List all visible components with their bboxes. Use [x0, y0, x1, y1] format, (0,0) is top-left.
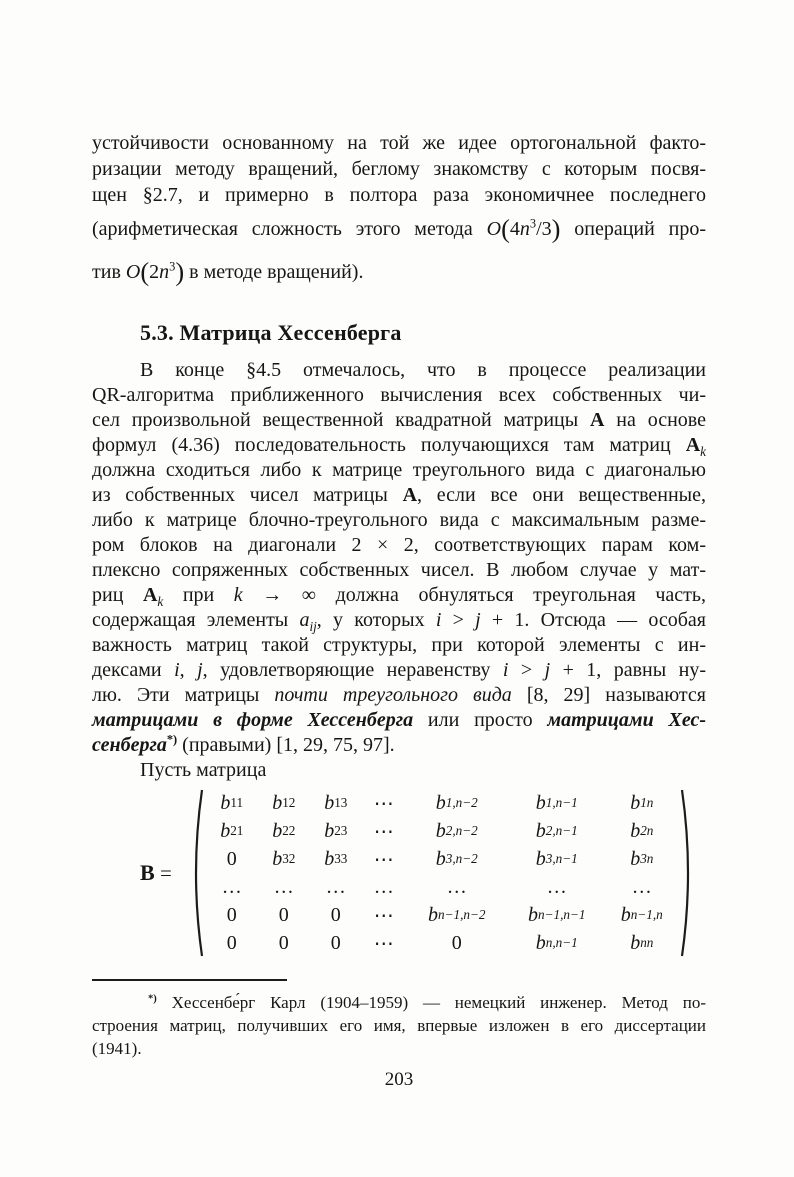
matrix-cell: b 21 [220, 819, 244, 842]
text-segment: k [157, 594, 164, 609]
text-segment: A [402, 484, 418, 506]
matrix-cell: b 22 [272, 819, 296, 842]
matrix-cell: b n,n−1 [535, 931, 578, 954]
matrix-cell: … [546, 875, 567, 898]
matrix-cell: b 3,n−2 [435, 847, 478, 870]
matrix-cell: 0 [278, 903, 289, 926]
text-segment: почти треугольного вида [274, 684, 512, 706]
text-line [92, 208, 706, 251]
matrix-symbol: B [140, 860, 155, 885]
text-line [92, 683, 706, 708]
text-segment: > [508, 659, 545, 681]
matrix-cell: b 12 [272, 791, 296, 814]
text-segment: сел произвольной вещественной квадратной матрицы [92, 409, 591, 431]
text-segment: ризации методу вращений, беглому знакомству с которым посвя- [92, 158, 706, 180]
text-line [92, 458, 706, 483]
text-segment: щен §2.7, и примерно в полтора раза экономичнее последнего [92, 184, 706, 206]
text-segment: O [486, 218, 502, 240]
text-line [92, 533, 706, 558]
matrix-cell: b 1n [630, 791, 654, 814]
matrix-cell: ⋯ [373, 848, 394, 871]
text-segment: сенберга [92, 734, 167, 756]
matrix-lhs [140, 860, 172, 886]
text-segment: → ∞ должна обнуляться треугольная часть, [242, 584, 707, 606]
text-segment: *) [148, 993, 157, 1005]
text-segment: в методе вращений). [184, 261, 364, 283]
text-segment: 3 [529, 216, 537, 231]
matrix-cell: 0 [278, 931, 289, 954]
text-segment: , у которых [316, 609, 436, 631]
text-segment: лю. Эти матрицы [92, 684, 275, 706]
text-segment: (арифметическая сложность этого метода [92, 218, 487, 240]
text-segment: A [685, 434, 701, 456]
paragraph-main [92, 358, 706, 783]
text-segment: j [544, 659, 551, 681]
text-line [92, 483, 706, 508]
text-segment: операций про- [560, 218, 706, 240]
text-line [92, 1037, 706, 1060]
text-segment: строения матриц, получивших его имя, впервые изложен в его диссертации [92, 1016, 706, 1035]
matrix-cell: … [373, 875, 394, 898]
section-heading: 5.3. Матрица Хессенберга [140, 320, 402, 345]
text-segment: ) [551, 213, 561, 244]
text-segment: /3 [536, 218, 552, 240]
text-line [92, 358, 706, 383]
text-segment: a [299, 609, 310, 631]
matrix-cell: b 2,n−1 [535, 819, 578, 842]
matrix-cell: b 2n [630, 819, 654, 842]
text-segment: 4 [509, 218, 520, 240]
text-segment: j [475, 609, 481, 631]
text-segment: матрицами в форме Хессенберга [92, 709, 414, 731]
text-segment: *) [166, 732, 178, 747]
text-line [92, 608, 706, 633]
text-segment: В конце §4.5 отмечалось, что в процессе реализации [140, 359, 706, 381]
text-segment: тив [92, 261, 126, 283]
text-segment: , удовлетворяющие неравенству [202, 659, 503, 681]
text-segment: на основе [604, 409, 706, 431]
text-line [92, 251, 706, 294]
text-segment: ) [175, 256, 185, 287]
matrix-cell: ⋯ [373, 792, 394, 815]
equals-sign: = [159, 861, 172, 885]
text-segment: Пусть матрица [140, 759, 267, 781]
text-line [92, 558, 706, 583]
matrix-cell: … [221, 875, 242, 898]
matrix-cell: b n−1,n−1 [528, 903, 586, 926]
text-segment: n [159, 261, 170, 283]
text-segment: или просто [413, 709, 548, 731]
matrix-grid [206, 789, 678, 957]
matrix-cell: b 13 [324, 791, 348, 814]
matrix-cell: … [446, 875, 467, 898]
text-segment: i [435, 609, 442, 631]
text-line [92, 408, 706, 433]
close-paren [680, 787, 696, 959]
text-segment: устойчивости основанному на той же идее ортогональной факто- [92, 132, 706, 154]
text-line [92, 1014, 706, 1037]
text-segment: A [590, 409, 605, 431]
text-segment: i [502, 659, 509, 681]
text-segment: важность матриц такой структуры, при которой элементы с ин- [92, 634, 706, 656]
text-segment: k [700, 444, 706, 459]
text-line [92, 182, 706, 208]
matrix-cell: 0 [330, 931, 341, 954]
text-segment: дексами [92, 659, 175, 681]
text-line [92, 758, 706, 783]
matrix-cell: b 11 [220, 791, 244, 814]
text-segment: матрицами Хес- [547, 709, 706, 731]
text-segment: i [174, 659, 180, 681]
matrix-cell: ⋯ [373, 932, 394, 955]
text-segment: + 1, равны ну- [550, 659, 707, 681]
matrix-cell: 0 [226, 847, 237, 870]
text-segment: , если все они вещественные, [417, 484, 706, 506]
matrix-cell: b n−1,n−2 [428, 903, 486, 926]
footnote [92, 991, 706, 1060]
matrix-cell: … [273, 875, 294, 898]
matrix-equation [140, 787, 706, 959]
text-segment: ij [309, 619, 317, 634]
text-segment: 3 [169, 259, 176, 274]
text-segment: плексно сопряженных собственных чисел. В любом случае у мат- [92, 559, 706, 581]
text-line [92, 383, 706, 408]
text-segment: либо к матрице блочно-треугольного вида с максимальным разме- [92, 509, 706, 531]
text-line [92, 708, 706, 733]
matrix-cell: b 2,n−2 [435, 819, 478, 842]
text-line [92, 130, 706, 156]
text-segment: O [125, 261, 141, 283]
open-paren [188, 787, 204, 959]
text-segment: 2 [149, 261, 160, 283]
matrix-cell: b 3n [630, 847, 654, 870]
matrix-cell: b nn [630, 931, 654, 954]
text-segment: ( [501, 213, 510, 244]
matrix-cell: 0 [226, 903, 237, 926]
text-segment: ром блоков на диагонали 2 × 2, соответствующих парам ком- [92, 534, 706, 556]
text-line [92, 433, 706, 458]
text-line [92, 658, 706, 683]
matrix-cell: 0 [226, 931, 237, 954]
text-segment: риц [92, 584, 143, 606]
text-line [92, 633, 706, 658]
matrix-cell: ⋯ [373, 820, 394, 843]
text-line [92, 508, 706, 533]
text-segment: [8, 29] называются [511, 684, 706, 706]
matrix-cell: b 1,n−2 [435, 791, 478, 814]
text-segment: содержащая элементы [92, 609, 300, 631]
text-segment: должна сходиться либо к матрице треугольного вида с диагональю [92, 459, 706, 481]
text-line [92, 583, 706, 608]
text-segment: формул (4.36) последовательность получающихся там матриц [92, 434, 686, 456]
matrix-cell: b n−1,n [620, 903, 663, 926]
matrix-cell: b 32 [272, 847, 296, 870]
text-segment: из собственных чисел матрицы [92, 484, 403, 506]
matrix-cell: b 1,n−1 [535, 791, 578, 814]
text-segment: > [441, 609, 476, 631]
text-line [92, 991, 706, 1014]
matrix-cell: b 3,n−1 [535, 847, 578, 870]
text-segment: ( [140, 256, 150, 287]
text-segment: + 1. Отсюда — особая [480, 609, 706, 631]
text-line [92, 156, 706, 182]
matrix-cell: … [325, 875, 346, 898]
text-segment: n [519, 218, 530, 240]
matrix-cell: … [631, 875, 652, 898]
text-segment: A [142, 584, 158, 606]
text-segment: , [179, 659, 198, 681]
text-segment: при [163, 584, 234, 606]
page-number: 203 [384, 1069, 414, 1090]
text-segment: j [197, 659, 203, 681]
matrix-cell: b 23 [324, 819, 348, 842]
text-segment: k [233, 584, 243, 606]
text-segment: Хессенбе́рг Карл (1904–1959) — немецкий инженер. Метод по- [156, 993, 706, 1012]
footnote-separator [92, 979, 287, 981]
matrix-cell: 0 [330, 903, 341, 926]
matrix-cell: ⋯ [373, 904, 394, 927]
paragraph-continuation [92, 130, 706, 294]
matrix-cell: 0 [451, 931, 462, 954]
text-segment: (правыми) [1, 29, 75, 97]. [177, 734, 395, 756]
text-segment: QR-алгоритма приближенного вычисления всех собственных чи- [92, 384, 706, 406]
text-line [92, 733, 706, 758]
matrix-cell: b 33 [324, 847, 348, 870]
text-segment: (1941). [92, 1039, 142, 1058]
